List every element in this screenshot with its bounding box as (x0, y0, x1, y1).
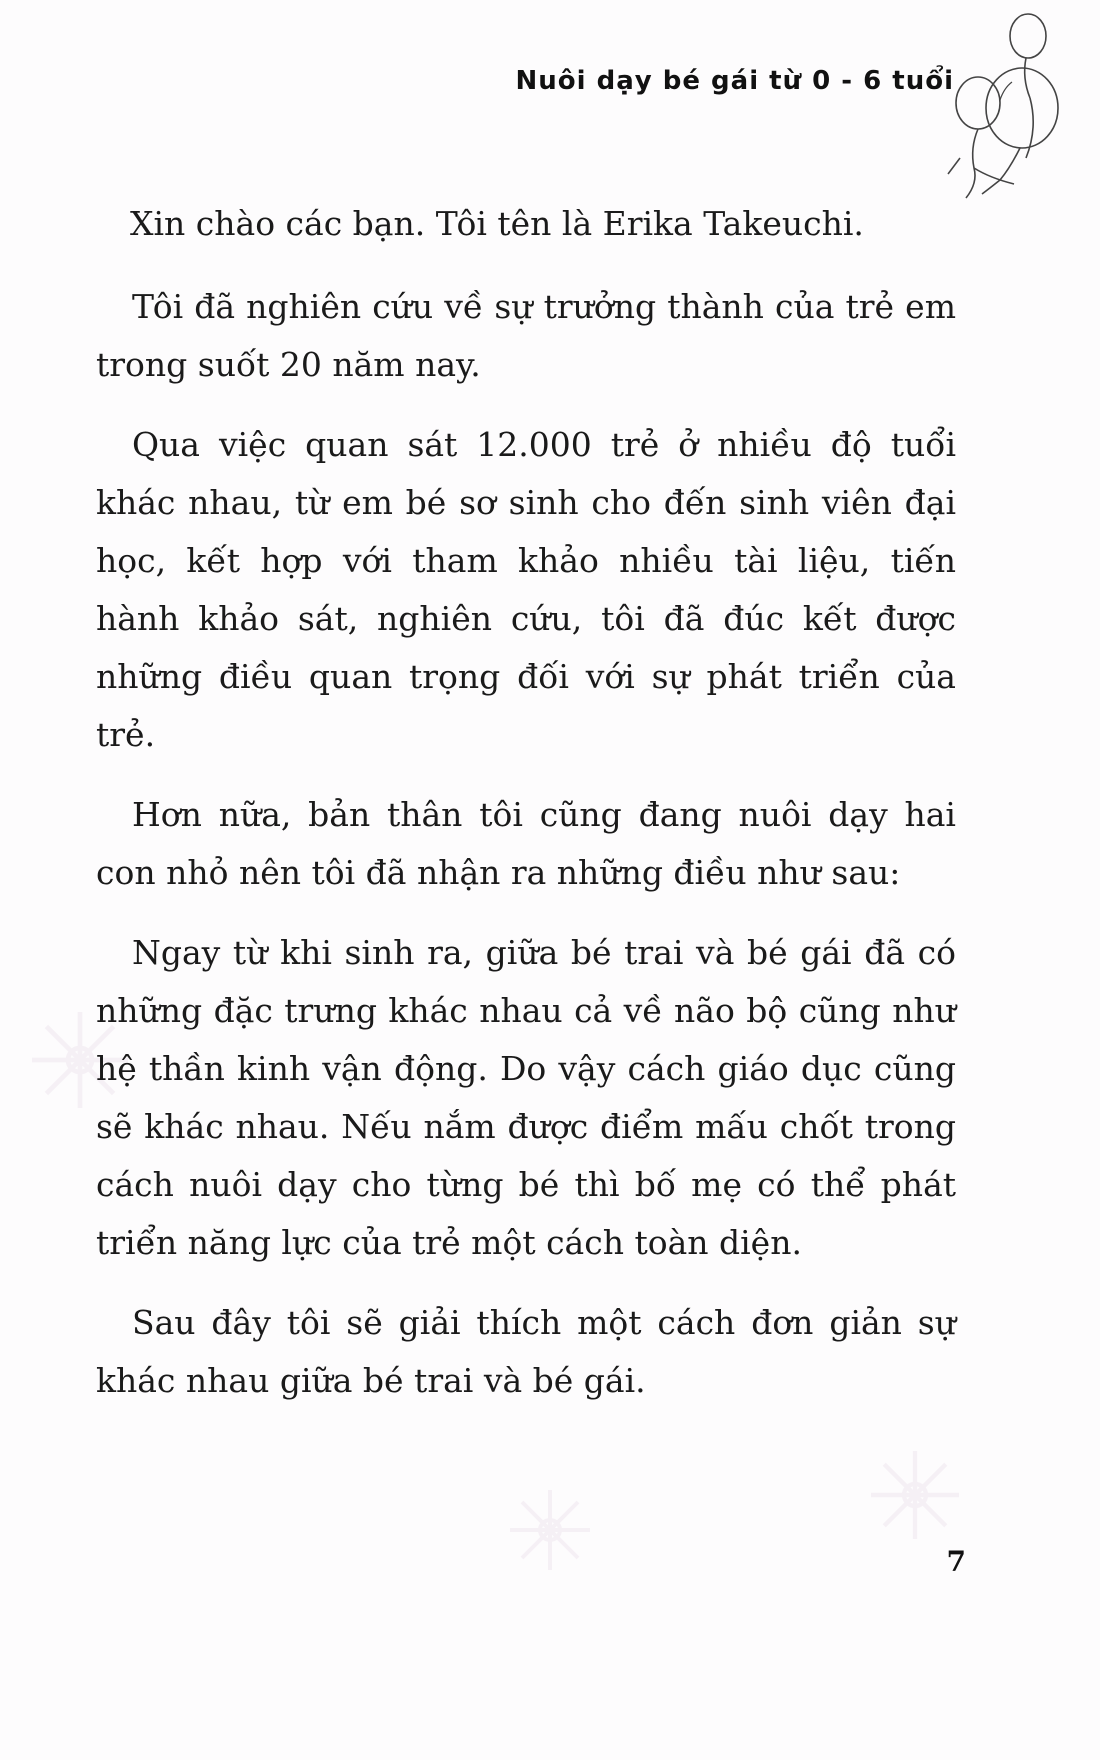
paragraph: Tôi đã nghiên cứu về sự trưởng thành của trẻ em trong suốt 20 năm nay. (96, 287, 956, 384)
paragraph: Sau đây tôi sẽ giải thích một cách đơn giản sự khác nhau giữa bé trai và bé gái. (96, 1303, 956, 1400)
body-text (96, 195, 956, 1432)
running-header-title: Nuôi dạy bé gái từ 0 - 6 tuổi (515, 66, 954, 96)
background-flower-icon (500, 1480, 600, 1580)
paragraph: Qua việc quan sát 12.000 trẻ ở nhiều độ tuổi khác nhau, từ em bé sơ sinh cho đến sinh viên đại học, kết hợp với tham khảo nhiều tài liệu, tiến hành khảo sát, nghiên cứu, tôi đã đúc kết được những điều quan trọng đối với sự phát triển của trẻ. (96, 425, 956, 754)
paragraph: Hơn nữa, bản thân tôi cũng đang nuôi dạy hai con nhỏ nên tôi đã nhận ra những điều như sau: (96, 795, 956, 892)
balloons-icon (930, 8, 1070, 208)
paragraph: Ngay từ khi sinh ra, giữa bé trai và bé gái đã có những đặc trưng khác nhau cả về não bộ cũng như hệ thần kinh vận động. Do vậy cách giáo dục cũng sẽ khác nhau. Nếu nắm được điểm mấu chốt trong cách nuôi dạy cho từng bé thì bố mẹ có thể phát triển năng lực của trẻ một cách toàn diện. (96, 933, 956, 1262)
background-flower-icon (860, 1440, 970, 1550)
page-number: 7 (946, 1545, 966, 1578)
paragraph: Xin chào các bạn. Tôi tên là Erika Takeuchi. (130, 204, 864, 243)
